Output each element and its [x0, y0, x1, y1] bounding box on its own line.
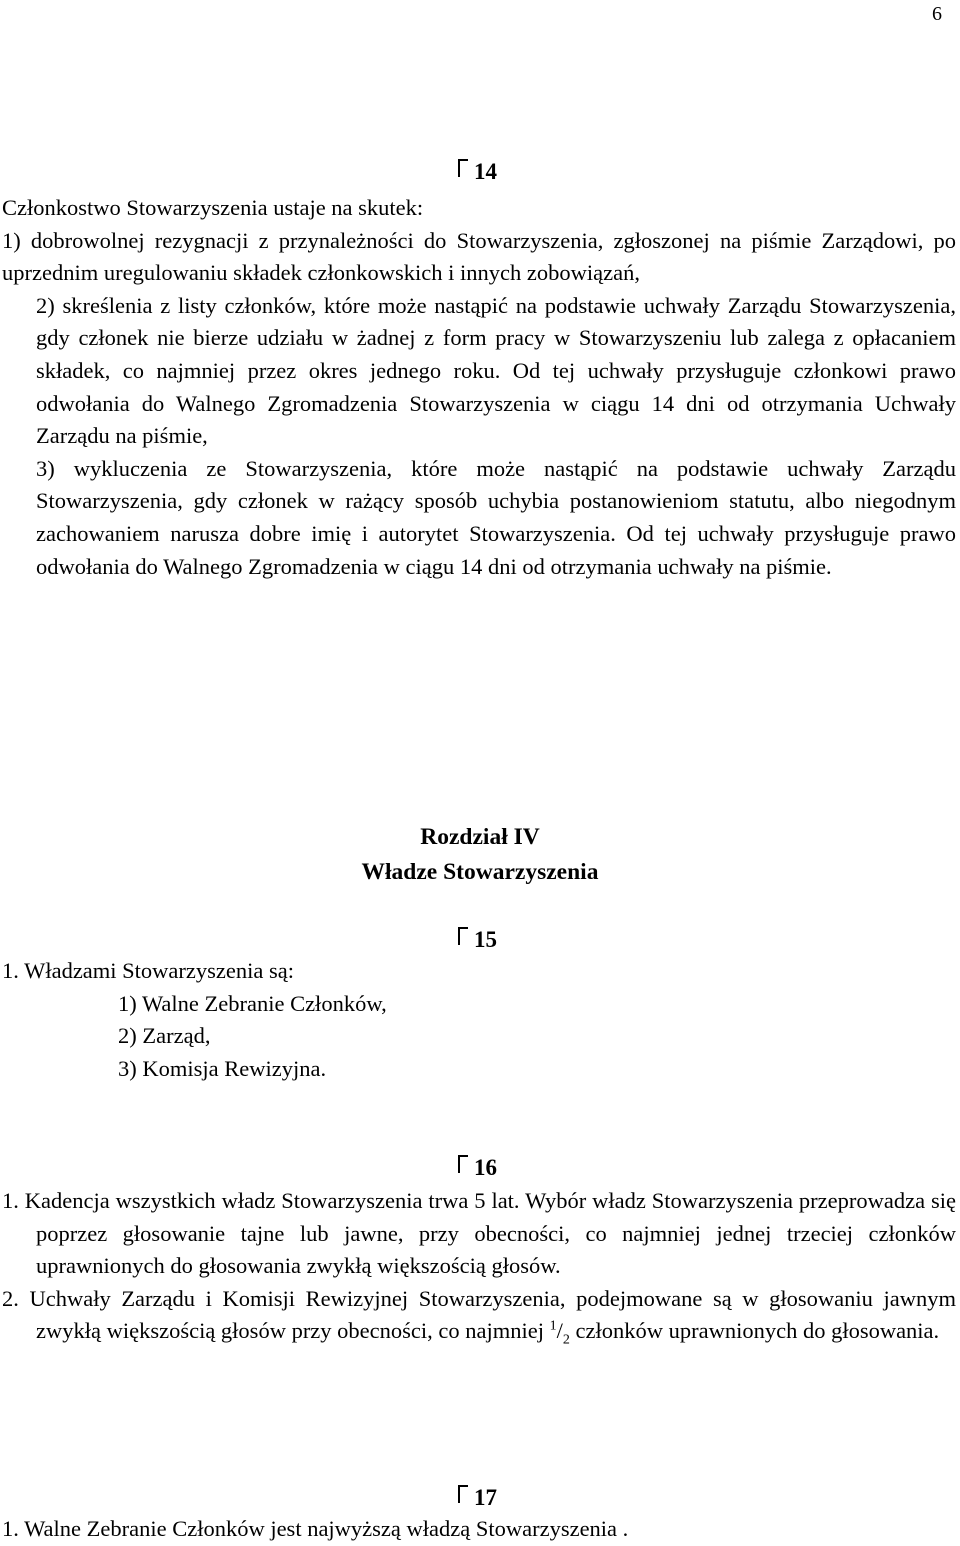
fraction-numerator: 1: [549, 1318, 557, 1334]
section-16-point-2-end: członków uprawnionych do głosowania.: [575, 1318, 940, 1344]
chapter-subtitle: Władze Stowarzyszenia: [361, 859, 599, 885]
section-14-item-3: 3) wykluczenia ze Stowarzyszenia, które może nastąpić na podstawie uchwały Zarządu Stowarzyszenia, gdy członek w rażący sposób uchybia postanowieniom statutu, albo niegodnym zachowaniem narusza dobre imię i autorytet Stowarzyszenia. Od tej uchwały przysługuje prawo odwołania do Walnego Zgromadzenia w ciągu 14 dni od otrzymania uchwały na piśmie.: [36, 455, 956, 579]
section-14-intro: Członkostwo Stowarzyszenia ustaje na skutek:: [2, 195, 424, 220]
section-15-body: [2, 955, 956, 1085]
section-16-point-2: 2. Uchwały Zarządu i Komisji Rewizyjnej Stowarzyszenia, podejmowane są w głosowaniu jawnym zwykłą większością głosów przy obecności, co najmniej $^1/_2$ członków uprawnionych do głosowania.: [2, 1285, 956, 1348]
list-item: 2) Zarząd,: [118, 1023, 211, 1049]
list-item: 1) Walne Zebranie Członków,: [118, 990, 387, 1016]
section-15-heading: 15: [458, 925, 497, 955]
section-16-heading: 16: [458, 1153, 497, 1183]
section-16-body: [2, 1185, 956, 1348]
section-15-intro: 1. Władzami Stowarzyszenia są:: [2, 958, 294, 983]
section-17-body: [2, 1513, 956, 1546]
section-14-body: [2, 192, 956, 583]
fraction-denominator: 2: [562, 1332, 570, 1348]
section-17-heading: 17: [458, 1483, 497, 1513]
section-14-item-1: 1) dobrowolnej rezygnacji z przynależności do Stowarzyszenia, zgłoszonej na piśmie Zarządowi, po uprzednim uregulowaniu składek członkowskich i innych zobowiązań,: [2, 227, 956, 286]
section-14-heading: 14: [458, 157, 497, 187]
section-icon: [458, 927, 468, 945]
section-icon: [458, 1485, 468, 1503]
page-number: 6: [932, 3, 942, 25]
section-16-point-1: 1. Kadencja wszystkich władz Stowarzyszenia trwa 5 lat. Wybór władz Stowarzyszenia przeprowadza się poprzez głosowanie tajne lub jawne, przy obecności, co najmniej jednej trzeciej członków uprawnionych do głosowania zwykłą większością głosów.: [2, 1188, 956, 1279]
section-16-point-2-text: 2. Uchwały Zarządu i Komisji Rewizyjnej Stowarzyszenia, podejmowane są w głosowaniu jawnym zwykłą większością głosów przy obecności, co najmniej: [2, 1285, 956, 1344]
section-icon: [458, 159, 468, 177]
section-icon: [458, 1155, 468, 1173]
list-item: 3) Komisja Rewizyjna.: [118, 1055, 327, 1081]
section-14-item-2: 2) skreślenia z listy członków, które może nastąpić na podstawie uchwały Zarządu Stowarzyszenia, gdy członek nie bierze udziału w żadnej z form pracy w Stowarzyszeniu lub zalega z opłacaniem składek, co najmniej przez okres jednego roku. Od tej uchwały przysługuje członkowi prawo odwołania do Walnego Zgromadzenia Stowarzyszenia w ciągu 14 dni od otrzymania Uchwały Zarządu na piśmie,: [36, 292, 956, 449]
chapter-title: Rozdział IV: [420, 824, 540, 850]
section-17-point-1: 1. Walne Zebranie Członków jest najwyższą władzą Stowarzyszenia .: [2, 1516, 629, 1541]
